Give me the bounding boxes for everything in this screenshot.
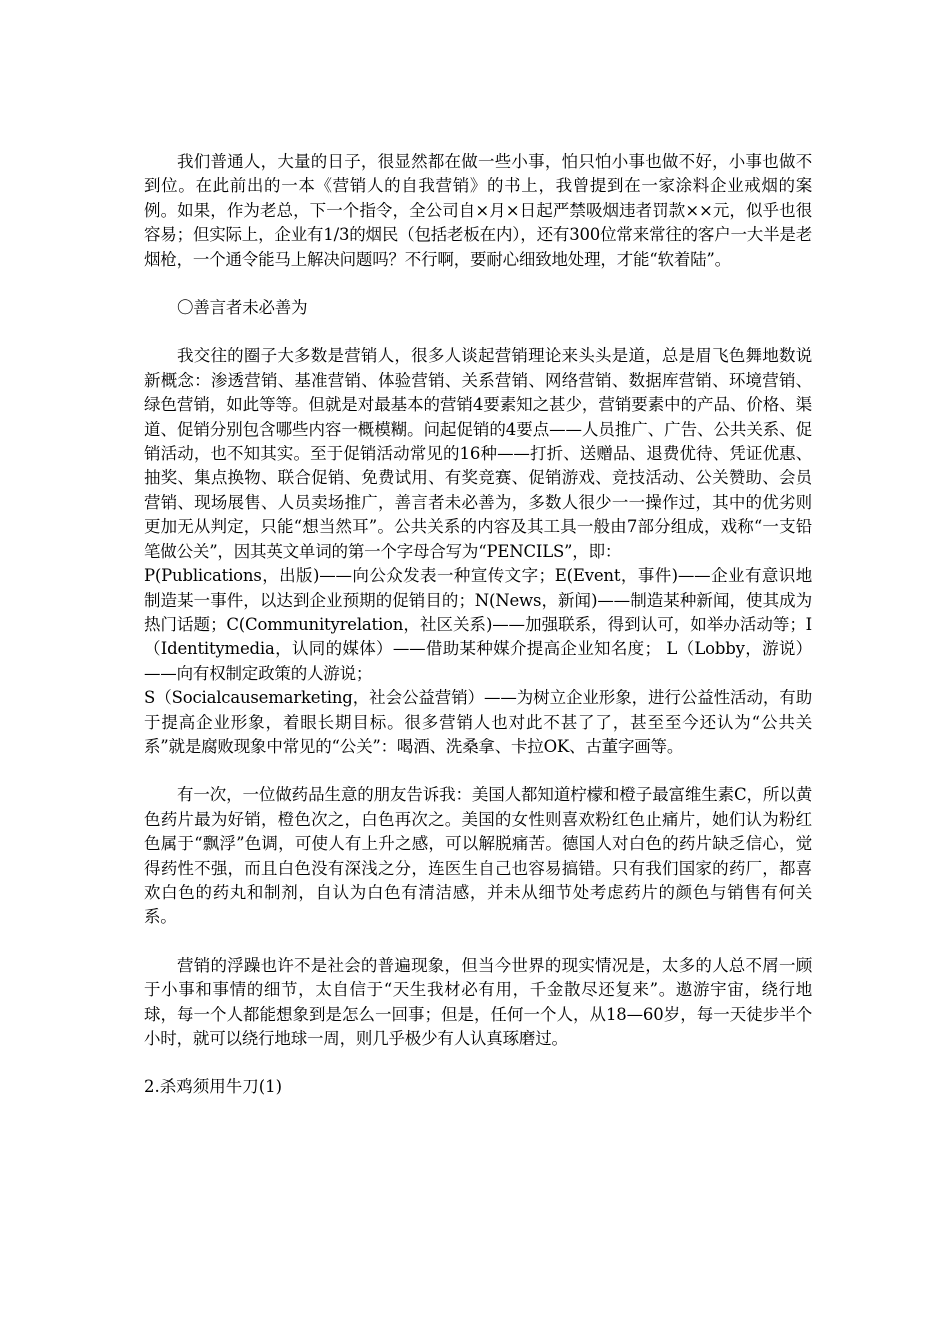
paragraph-marketing-circle: 我交往的圈子大多数是营销人，很多人谈起营销理论来头头是道，总是眉飞色舞地数说新概念：渗透营销、基准营销、体验营销、关系营销、网络营销、数据库营销、环境营销、绿色营销，如此等等。但就是对最基本的营销4要素知之甚少，营销要素中的产品、价格、渠道、促销分别包含哪些内容一概模糊。问起促销的4要点——人员推广、广告、公共关系、促销活动，也不知其实。至于促销活动常见的16种——打折、送赠品、退费优待、凭证优惠、抽奖、集点换物、联合促销、免费试用、有奖竞赛、促销游戏、竞技活动、公关赞助、会员营销、现场展售、人员卖场推广，善言者未必善为，多数人很少一一操作过，其中的优劣则更加无从判定，只能“想当然耳”。公共关系的内容及其工具一般由7部分组成，戏称“一支铅笔做公关”，因其英文单词的第一个字母合写为“PENCILS”，即： (144, 346, 812, 561)
paragraph-pencils-social: S（Socialcausemarketing，社会公益营销）——为树立企业形象，进行公益性活动，有助于提高企业形象，着眼长期目标。很多营销人也对此不甚了了，甚至至今还认为“公共关系”就是腐败现象中常见的“公关”：喝酒、洗桑拿、卡拉OK、古董字画等。 (144, 688, 812, 756)
paragraph-medicine-colors: 有一次，一位做药品生意的朋友告诉我：美国人都知道柠檬和橙子最富维生素C，所以黄色药片最为好销，橙色次之，白色再次之。美国的女性则喜欢粉红色止痛片，她们认为粉红色属于“飘浮”色调，可使人有上升之感，可以解脱痛苦。德国人对白色的药片缺乏信心，觉得药性不强，而且白色没有深浅之分，连医生自己也容易搞错。只有我们国家的药厂，都喜欢白色的药丸和制剂，自认为白色有清洁感，并未从细节处考虑药片的颜色与销售有何关系。 (144, 785, 812, 927)
subheading-good-words: 〇善言者未必善为 (177, 298, 308, 318)
paragraph-pencils-list: P(Publications，出版)——向公众发表一种宣传文字；E(Event，事件)——企业有意识地制造某一事件，以达到企业预期的促销目的；N(News，新闻)——制造某种新闻，使其成为热门话题；C(Communityrelation，社区关系)——加强联系，得到认可，如举办活动等；I（Identitymedia，认同的媒体）——借助某种媒介提高企业知名度； L（Lobby，游说）——向有权制定政策的人游说； (144, 566, 812, 683)
section-title: 2.杀鸡须用牛刀(1) (144, 1077, 283, 1097)
paragraph-impetuous-marketing: 营销的浮躁也许不是社会的普遍现象，但当今世界的现实情况是，太多的人总不屑一顾于小事和事情的细节，太自信于“天生我材必有用，千金散尽还复来”。遨游宇宙，绕行地球，每一个人都能想象到是怎么一回事；但是，任何一个人，从18—60岁，每一天徒步半个小时，就可以绕行地球一周，则几乎极少有人认真琢磨过。 (144, 955, 812, 1048)
document-body (144, 150, 812, 1100)
paragraph-small-things: 我们普通人，大量的日子，很显然都在做一些小事，怕只怕小事也做不好，小事也做不到位。在此前出的一本《营销人的自我营销》的书上，我曾提到在一家涂料企业戒烟的案例。如果，作为老总，下一个指令，全公司自×月×日起严禁吸烟违者罚款××元，似乎也很容易；但实际上，企业有1/3的烟民（包括老板在内），还有300位常来常往的客户一大半是老烟枪，一个通令能马上解决问题吗？不行啊，要耐心细致地处理，才能“软着陆”。 (144, 152, 812, 269)
